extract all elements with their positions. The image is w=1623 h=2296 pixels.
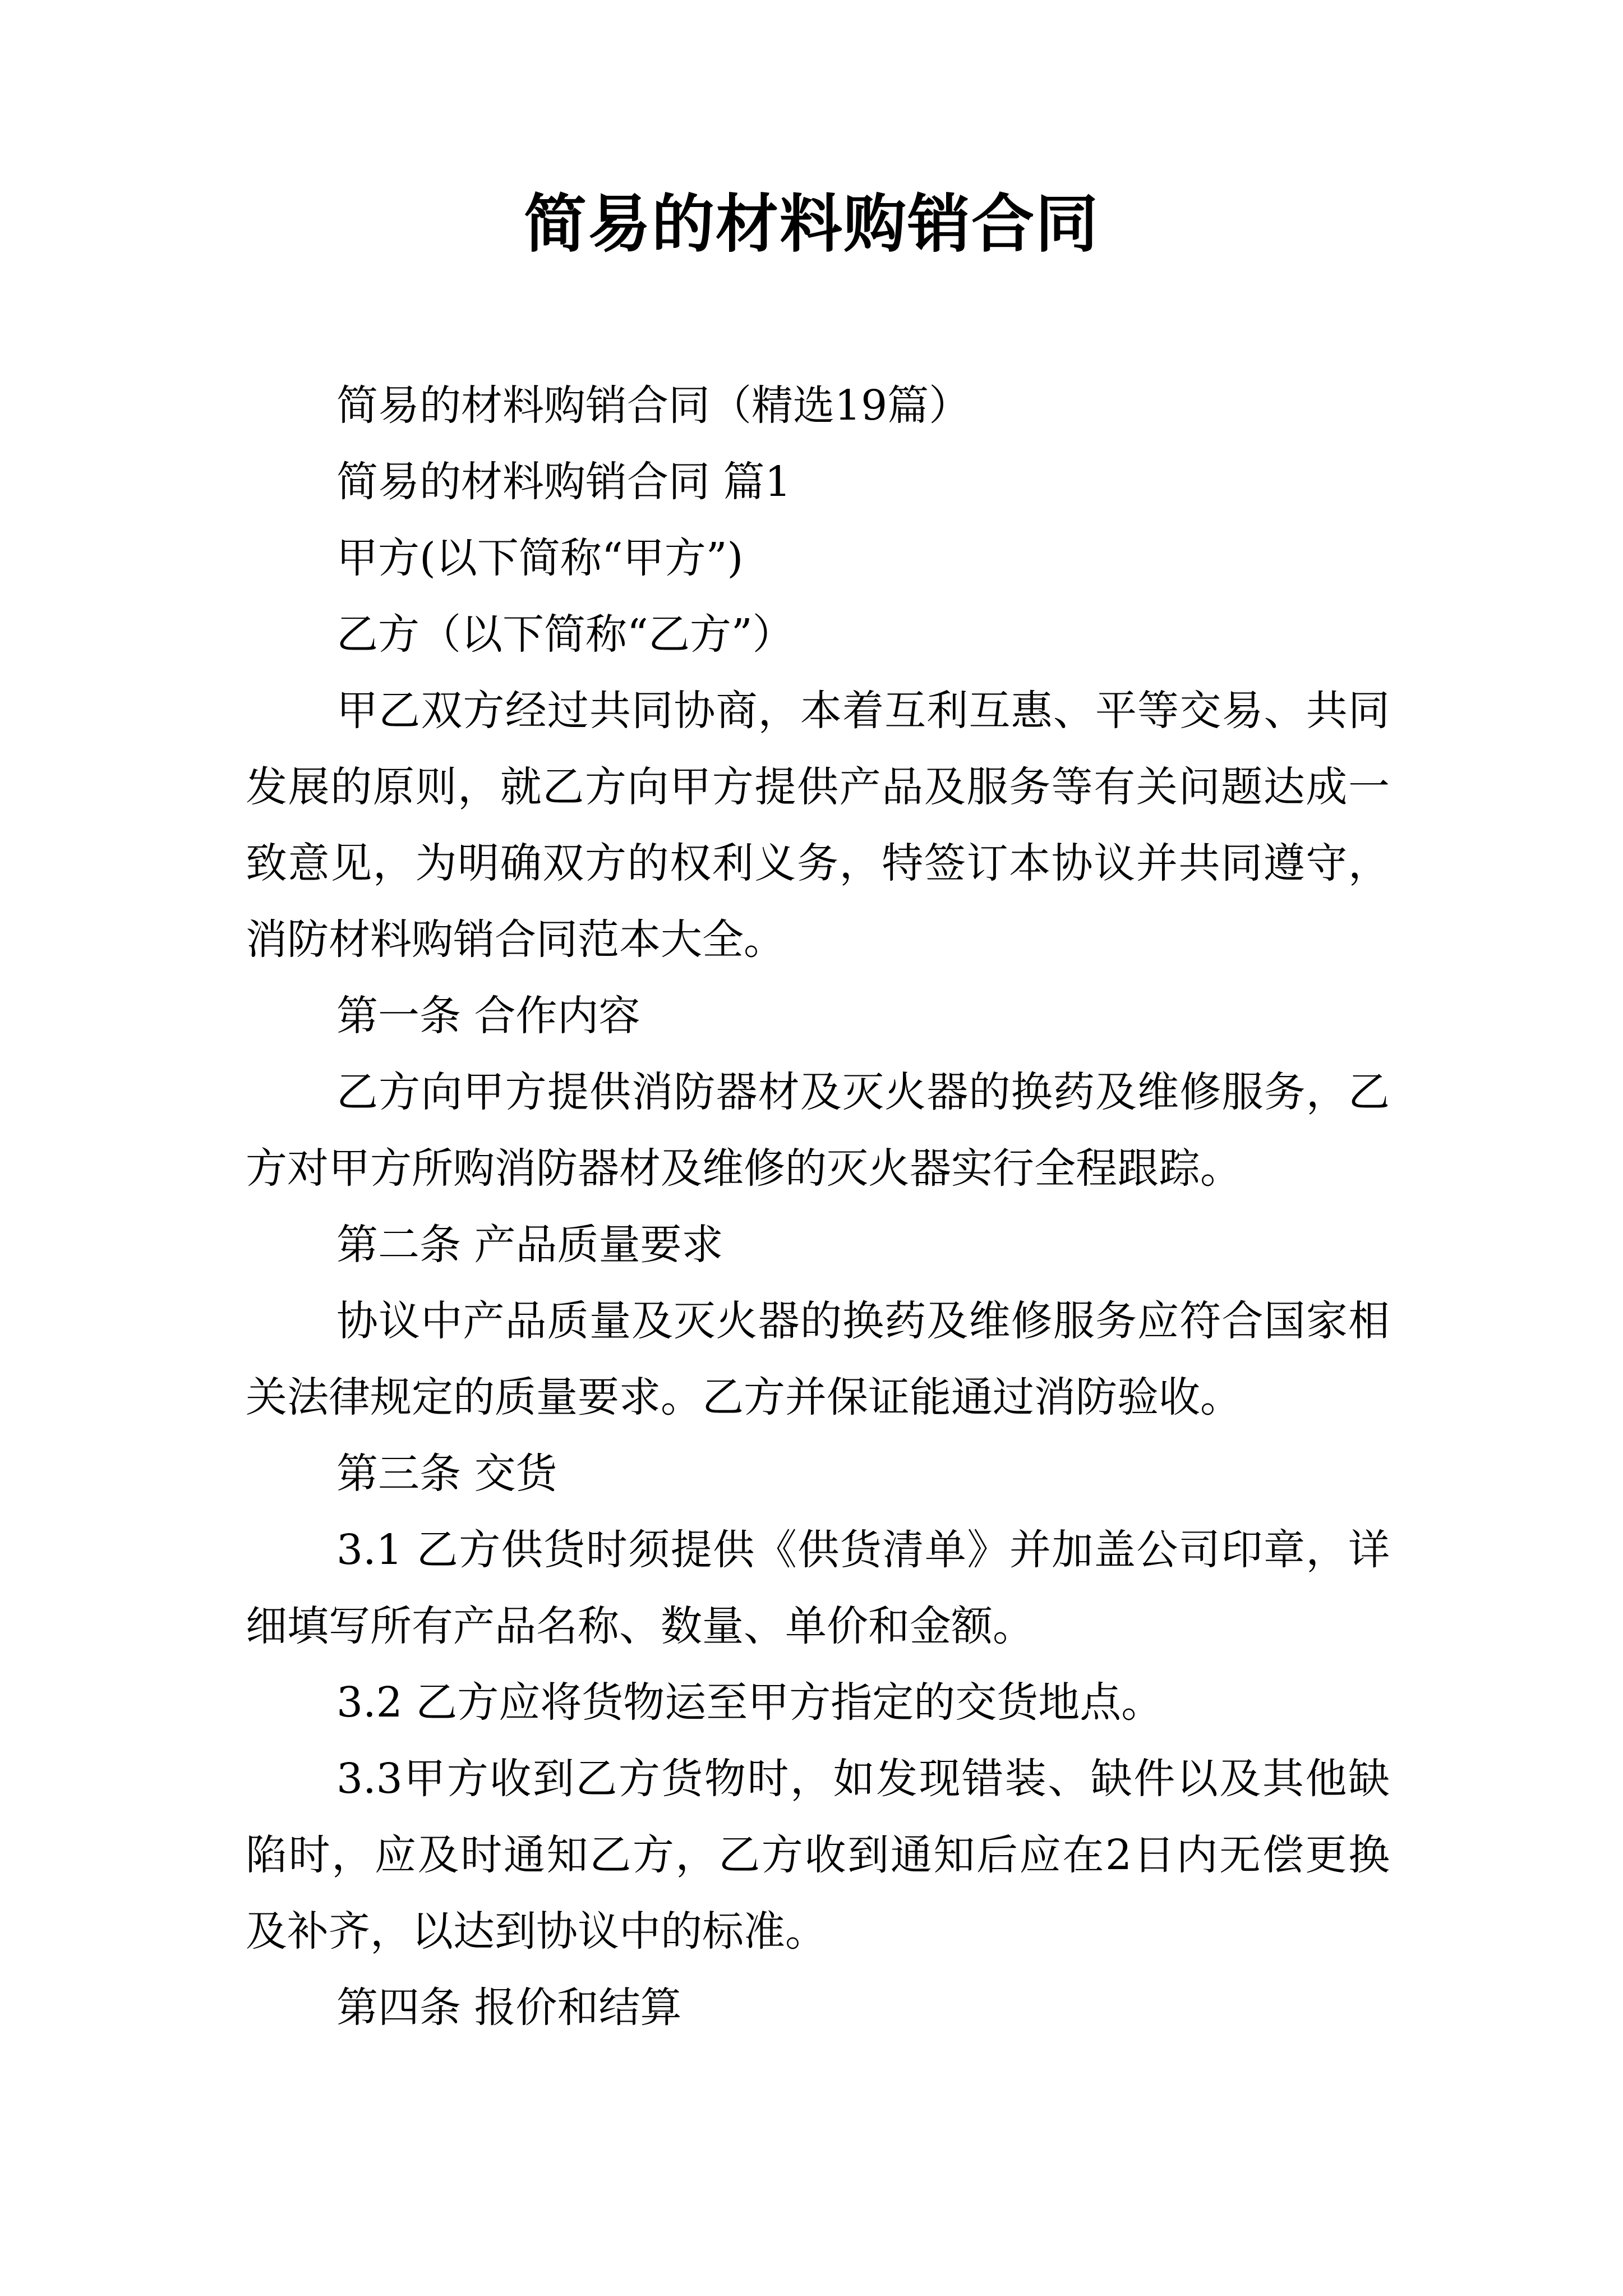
clause-3-1: 3.1 乙方供货时须提供《供货清单》并加盖公司印章，详细填写所有产品名称、数量、单价和金额。 [246,1526,1390,1650]
paragraph-party-b: 乙方（以下简称“乙方”） [336,610,794,659]
document-body [246,367,1390,2046]
article-heading-2: 第二条 产品质量要求 [336,1221,723,1269]
article-heading-3: 第三条 交货 [336,1450,557,1498]
article-heading-1: 第一条 合作内容 [336,992,640,1040]
paragraph-party-a: 甲方(以下简称“甲方”) [336,534,744,582]
article-heading-4: 第四条 报价和结算 [336,1984,682,2032]
clause-3-2: 3.2 乙方应将货物运至甲方指定的交货地点。 [336,1678,1163,1727]
document-title: 简易的材料购销合同 [524,188,1099,261]
paragraph-preamble: 甲乙双方经过共同协商，本着互利互惠、平等交易、共同发展的原则，就乙方向甲方提供产品及服务等有关问题达成一致意见，为明确双方的权利义务，特签订本协议并共同遵守，消防材料购销合同范本大全。 [246,687,1390,964]
paragraph-section-heading: 简易的材料购销合同 篇1 [336,458,791,506]
article-body-1: 乙方向甲方提供消防器材及灭火器的换药及维修服务，乙方对甲方所购消防器材及维修的灭火器实行全程跟踪。 [246,1068,1390,1193]
clause-3-3: 3.3甲方收到乙方货物时，如发现错装、缺件以及其他缺陷时，应及时通知乙方，乙方收到通知后应在2日内无偿更换及补齐，以达到协议中的标准。 [246,1755,1390,1955]
article-body-2: 协议中产品质量及灭火器的换药及维修服务应符合国家相关法律规定的质量要求。乙方并保证能通过消防验收。 [246,1297,1390,1421]
paragraph-subtitle: 简易的材料购销合同（精选19篇） [336,381,971,430]
